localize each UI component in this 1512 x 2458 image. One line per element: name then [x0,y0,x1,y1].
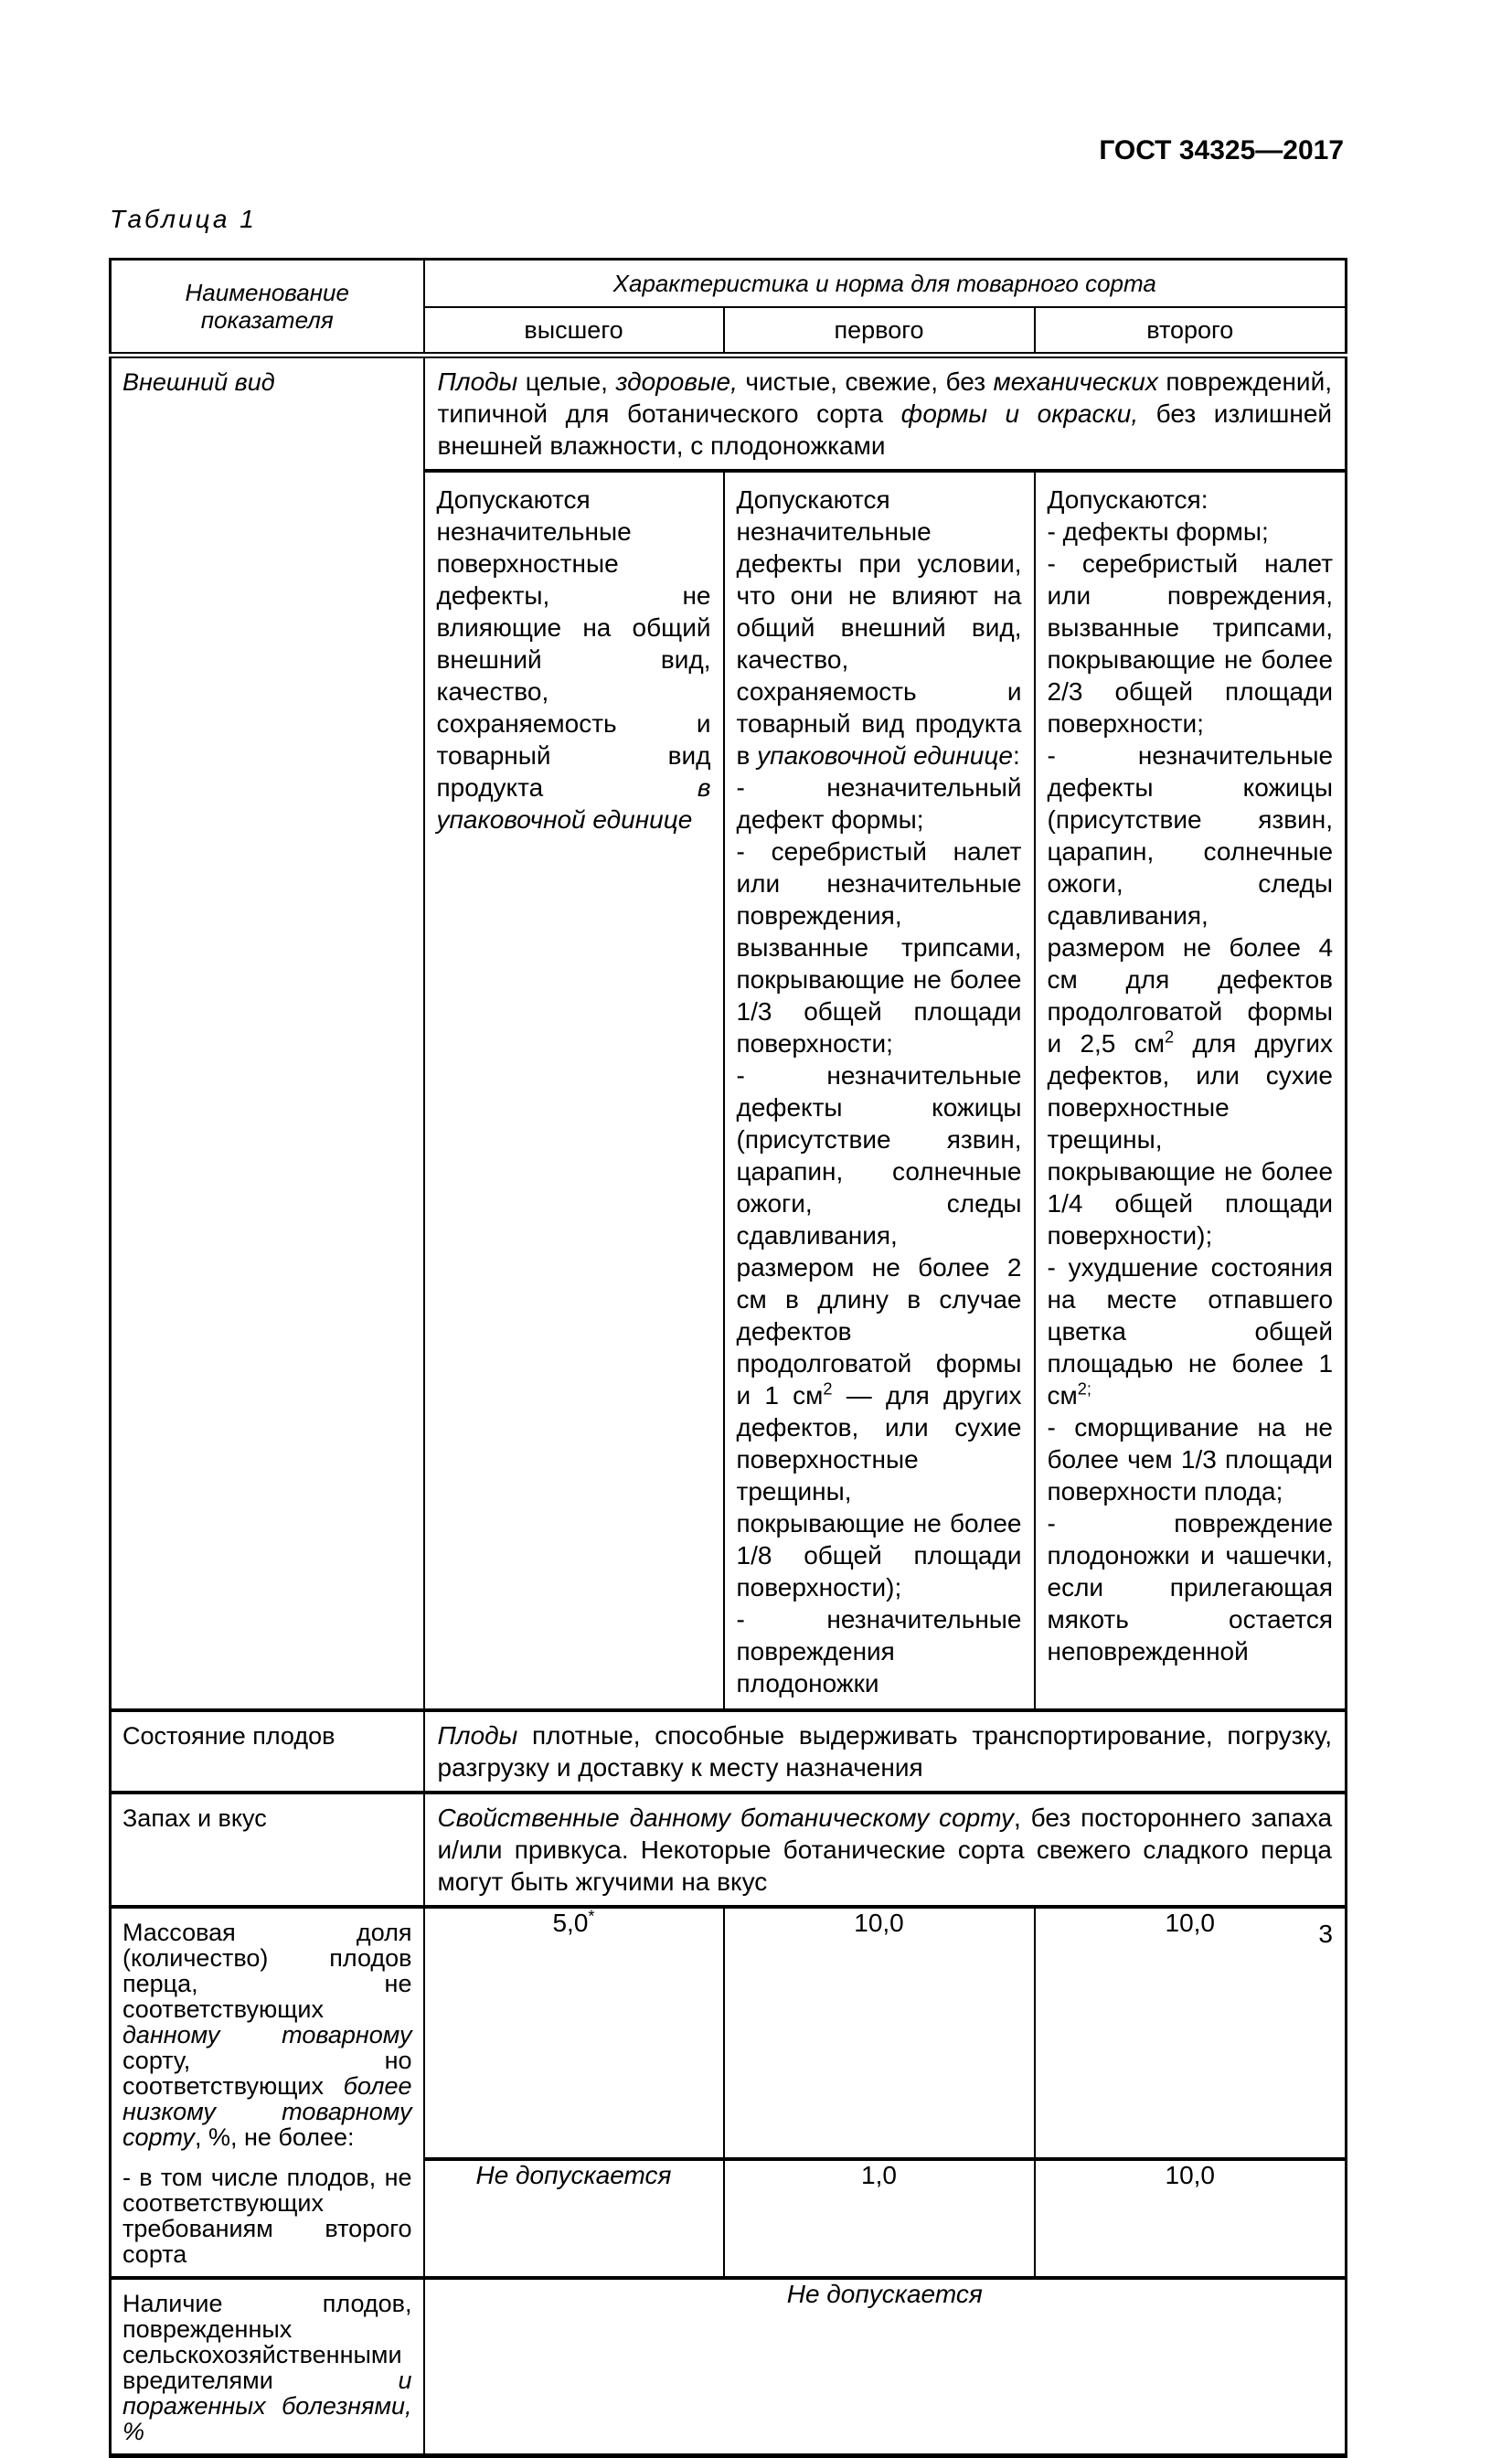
header-grade-first: первого [724,307,1035,356]
header-name-col: Наименование показателя [111,260,424,356]
header-grade-highest: высшего [424,307,724,356]
row-pests [111,2278,1347,2456]
pests-value-cell: Не допускается [424,2278,1347,2456]
mass-fraction-sub-highest-value: Не допускается [424,2159,724,2278]
mass-fraction-sub-second-value: 10,0 [1035,2159,1347,2278]
appearance-common-cell: Плоды целые, здоровые, чистые, свежие, без механических повреждений, типичной для ботанического сорта формы и окраски, без излишней внешней влажности, с плодоножками [424,356,1347,472]
header-group-title: Характеристика и норма для товарного сорта [424,260,1347,308]
condition-value-cell: Плоды плотные, способные выдерживать транспортирование, погрузку, разгрузку и доставку к месту назначения [424,1710,1347,1793]
mass-fraction-label-main: Массовая доля (количество) плодов перца, не соответствующих данному товарному сорту, но соответствующих более низкому товарному сорту, %, не более: [122,1919,412,2151]
mass-fraction-label-cell [111,1907,424,2278]
appearance-label-cell: Внешний вид [111,356,424,1711]
row-smell-taste [111,1793,1347,1907]
condition-label-cell: Состояние плодов [111,1710,424,1793]
row-mass-fraction [111,1907,1347,2159]
smell-taste-label-cell: Запах и вкус [111,1793,424,1907]
mass-fraction-first-value: 10,0 [724,1907,1035,2159]
row-appearance-common [111,356,1347,472]
page-number: 3 [1318,1920,1333,1948]
mass-fraction-label-sub: - в том числе плодов, не соответствующих требованиям второго сорта [122,2164,412,2268]
mass-fraction-sub-first-value: 1,0 [724,2159,1035,2278]
document-code: ГОСТ 34325—2017 [1099,135,1344,165]
mass-fraction-second-value: 10,0 [1035,1907,1347,2159]
pests-label-cell: Наличие плодов, поврежденных сельскохозяйственными вредителями и пораженных болезнями, % [111,2278,424,2456]
mass-fraction-highest-value: 5,0* [424,1907,724,2159]
row-condition [111,1710,1347,1793]
quality-requirements-table [109,258,1347,2458]
appearance-second-cell: Допускаются: - дефекты формы; - серебристый налет или повреждения, вызванные трипсами, покрывающие не более 2/3 общей площади поверхности; - незначительные дефекты кожицы (присутствие язвин, царапин, солнечные ожоги, следы сдавливания, размером не более 4 см для дефектов продолговатой формы и 2,5 $см^2$ для других дефектов, или сухие поверхностные трещины, покрывающие не более 1/4 общей площади поверхности); - ухудшение состояния на месте отпавшего цветка общей площадью не более 1 $см^{2;}$ - сморщивание на не более чем 1/3 площади поверхности плода; - повреждение плодоножки и чашечки, если прилегающая мякоть остается неповрежденной [1035,471,1347,1710]
appearance-highest-cell: Допускаются незначительные поверхностные дефекты, не влияющие на общий внешний вид, качество, сохраняемость и товарный вид продукта в упаковочной единице [424,471,724,1710]
table-caption: Таблица 1 [110,205,257,233]
smell-taste-value-cell: Свойственные данному ботаническому сорту, без постороннего запаха и/или привкуса. Некоторые ботанические сорта свежего сладкого перца могут быть жгучими на вкус [424,1793,1347,1907]
table-header-row-1 [111,260,1347,308]
header-grade-second: второго [1035,307,1347,356]
appearance-first-cell: Допускаются незначительные дефекты при условии, что они не влияют на общий внешний вид, качество, сохраняемость и товарный вид продукта в упаковочной единице: - незначительный дефект формы; - серебристый налет или незначительные повреждения, вызванные трипсами, покрывающие не более 1/3 общей площади поверхности; - незначительные дефекты кожицы (присутствие язвин, царапин, солнечные ожоги, следы сдавливания, размером не более 2 см в длину в случае дефектов продолговатой формы и 1 $см^2$ — для других дефектов, или сухие поверхностные трещины, покрывающие не более 1/8 общей площади поверхности); - незначительные повреждения плодоножки [724,471,1035,1710]
